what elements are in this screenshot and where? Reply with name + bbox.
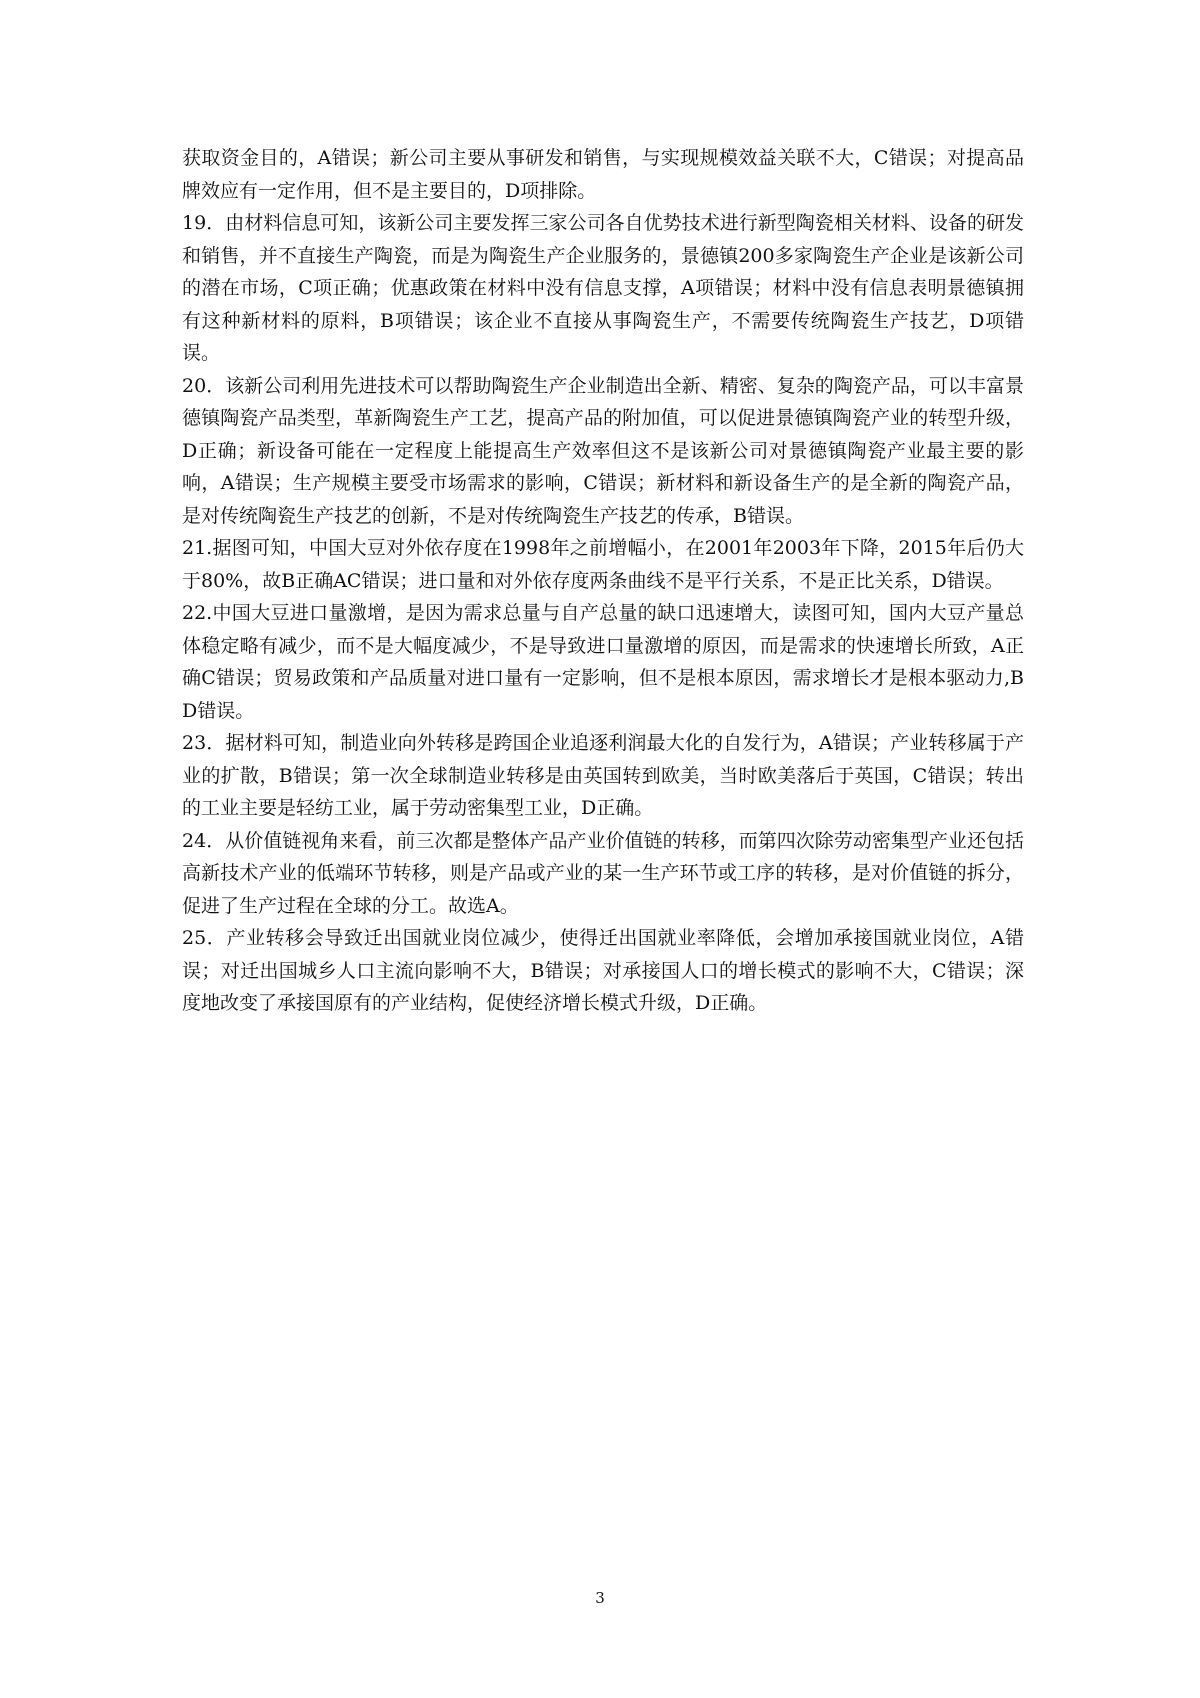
paragraph-answer-21: 21.据图可知，中国大豆对外依存度在1998年之前增幅小，在2001年2003年下降，2015年后仍大于80%，故B正确AC错误；进口量和对外依存度两条曲线不是平行关系，不是正比关系，D错误。	[182, 537, 1024, 592]
paragraph-continuation-18: 获取资金目的，A错误；新公司主要从事研发和销售，与实现规模效益关联不大，C错误；对提高品牌效应有一定作用，但不是主要目的，D项排除。	[182, 147, 1024, 202]
answer-explanations	[182, 142, 1024, 1020]
paragraph-answer-19: 19．由材料信息可知，该新公司主要发挥三家公司各自优势技术进行新型陶瓷相关材料、设备的研发和销售，并不直接生产陶瓷，而是为陶瓷生产企业服务的，景德镇200多家陶瓷生产企业是该新公司的潜在市场，C项正确；优惠政策在材料中没有信息支撑，A项错误；材料中没有信息表明景德镇拥有这种新材料的原料，B项错误；该企业不直接从事陶瓷生产，不需要传统陶瓷生产技艺，D项错误。	[182, 212, 1024, 364]
page-number: 3	[595, 1589, 605, 1607]
paragraph-answer-22: 22.中国大豆进口量激增，是因为需求总量与自产总量的缺口迅速增大，读图可知，国内大豆产量总体稳定略有减少，而不是大幅度减少，不是导致进口量激增的原因，而是需求的快速增长所致，A正确C错误；贸易政策和产品质量对进口量有一定影响，但不是根本原因，需求增长才是根本驱动力,BD错误。	[182, 602, 1024, 722]
paragraph-answer-20: 20．该新公司利用先进技术可以帮助陶瓷生产企业制造出全新、精密、复杂的陶瓷产品，可以丰富景德镇陶瓷产品类型，革新陶瓷生产工艺，提高产品的附加值，可以促进景德镇陶瓷产业的转型升级，D正确；新设备可能在一定程度上能提高生产效率但这不是该新公司对景德镇陶瓷产业最主要的影响，A错误；生产规模主要受市场需求的影响，C错误；新材料和新设备生产的是全新的陶瓷产品，是对传统陶瓷生产技艺的创新，不是对传统陶瓷生产技艺的传承，B错误。	[182, 374, 1024, 527]
paragraph-answer-25: 25．产业转移会导致迁出国就业岗位减少，使得迁出国就业率降低，会增加承接国就业岗位，A错误；对迁出国城乡人口主流向影响不大，B错误；对承接国人口的增长模式的影响不大，C错误；深度地改变了承接国原有的产业结构，促使经济增长模式升级，D正确。	[182, 927, 1024, 1014]
paragraph-answer-23: 23．据材料可知，制造业向外转移是跨国企业追逐利润最大化的自发行为，A错误；产业转移属于产业的扩散，B错误；第一次全球制造业转移是由英国转到欧美，当时欧美落后于英国，C错误；转出的工业主要是轻纺工业，属于劳动密集型工业，D正确。	[182, 732, 1024, 819]
paragraph-answer-24: 24．从价值链视角来看，前三次都是整体产品产业价值链的转移，而第四次除劳动密集型产业还包括高新技术产业的低端环节转移，则是产品或产业的某一生产环节或工序的转移，是对价值链的拆分，促进了生产过程在全球的分工。故选A。	[182, 829, 1024, 917]
